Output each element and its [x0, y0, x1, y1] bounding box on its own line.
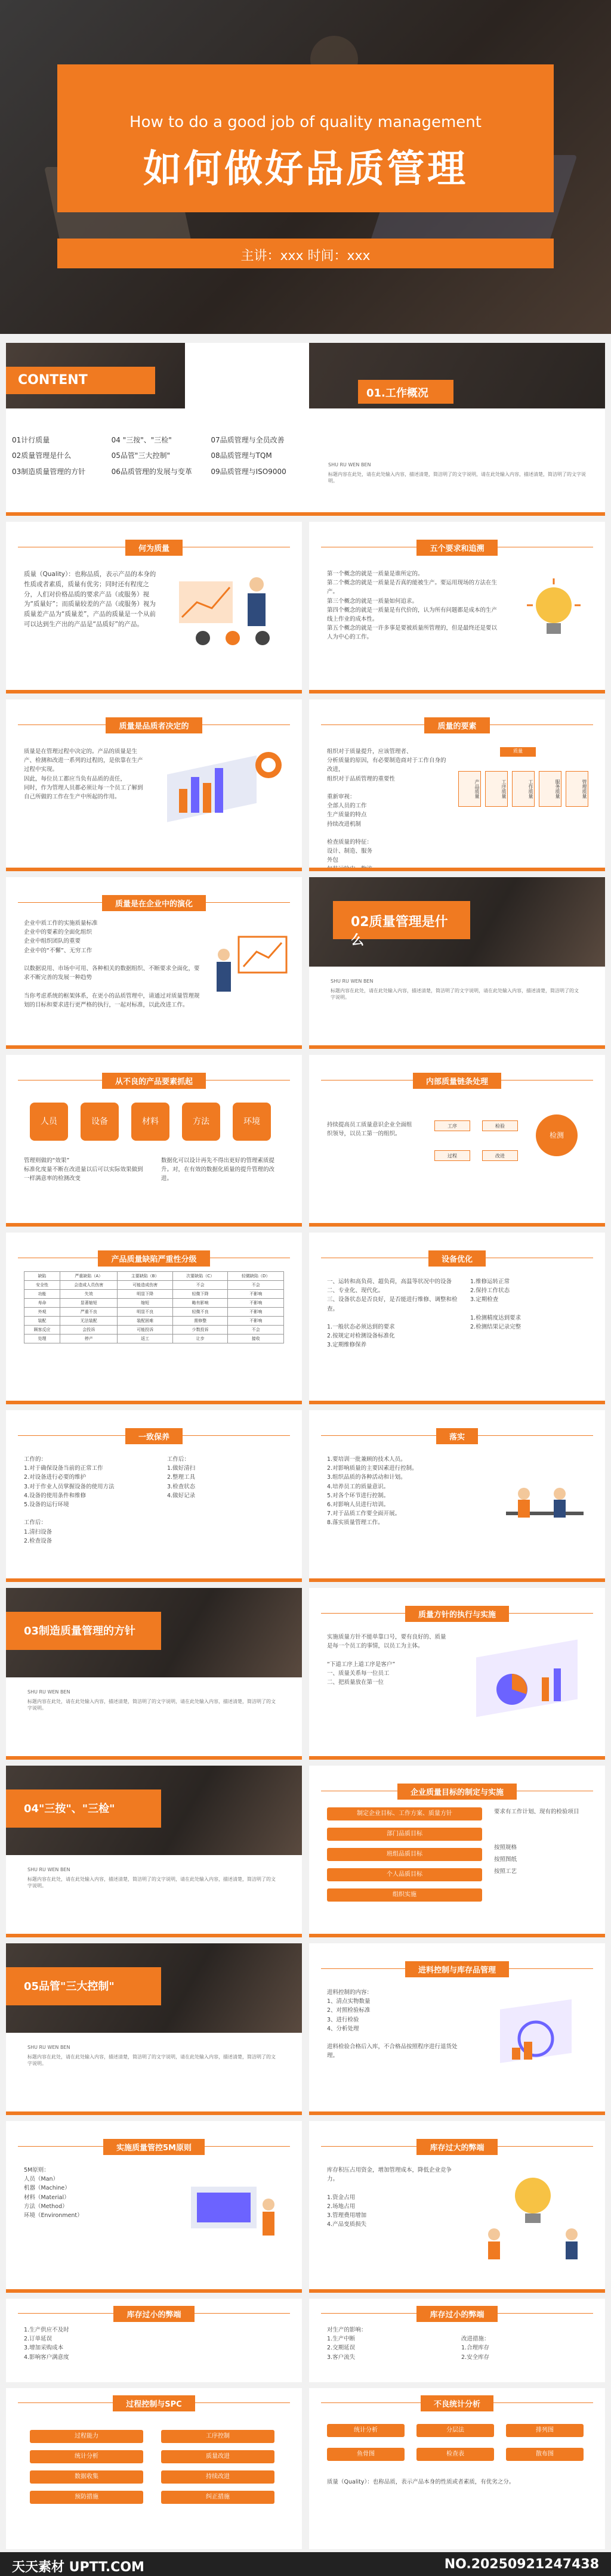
table-cell: 会投诉 [60, 1326, 118, 1335]
slide-text: 库存积压占用资金，增加管理成本，降低企业竞争力。 1.资金占用 2.场地占用 3.管理费用增加 4.产品变质损失 [327, 2167, 452, 2228]
table-cell: 缩短 [118, 1299, 172, 1308]
slide-title [309, 1961, 605, 1977]
slide-understock [6, 2299, 302, 2382]
table-cell: 需修整 [172, 1317, 228, 1326]
table-cell: 会造成人员伤害 [60, 1281, 118, 1290]
slide-title-text: 何为质量 [125, 540, 183, 556]
slide-quality-elements [309, 699, 605, 871]
table-cell: 装配 [24, 1317, 60, 1326]
chain-center: 检测 [536, 1114, 578, 1156]
accent-bar [309, 2289, 605, 2293]
goal-step: 班组品质目标 [327, 1848, 482, 1861]
table-cell: 返工 [118, 1335, 172, 1343]
slide-text: 要求有工作计划、现有的检验项目 [494, 1809, 579, 1815]
slide-title [6, 2306, 302, 2322]
slide-overstock [309, 2121, 605, 2293]
table-cell: 明显下降 [118, 1290, 172, 1299]
factor-bubble: 材料 [131, 1103, 169, 1141]
table-cell: 处理 [24, 1335, 60, 1343]
slide-title-text: 过程控制与SPC [113, 2395, 195, 2411]
slide-title [6, 1250, 302, 1267]
lightbulb-icon [518, 575, 590, 647]
watermark-bar [0, 2552, 611, 2576]
slide-text: 一、运转和高负荷、超负荷，高温等状况中的设备 二、专业化、现代化。 三、设备状态是否良好，是否能进行维修、调整和检查。 1.一般状态必须达到的要求 2.按规定对检测设备标准化 3.定期维修保养 [327, 1278, 458, 1349]
table-cell: 严重不良 [60, 1308, 118, 1317]
slide-title [6, 717, 302, 733]
section-title: 02质量管理是什么 [333, 901, 470, 939]
contents-item[interactable]: 07品质管理与全员改善 [211, 436, 285, 444]
slide-incoming-control [309, 1943, 605, 2115]
slide-title [6, 2139, 302, 2155]
accent-bar [6, 2289, 302, 2293]
slide-text: 持续提高员工质量意识企业全面组织领导，以员工第一的组织。 [327, 1122, 412, 1138]
slide-text: 实施质量方针不能单靠口号，要有良好的、质量是每一个员工的事情，以员工为主体。 “下道工序上道工序是客户” 一、质量关系每一位员工 二、把质量放在第一位 [327, 1634, 446, 1686]
accent-bar [309, 1756, 605, 1760]
goal-step: 制定企业目标、工作方案、质量方针 [327, 1807, 482, 1820]
contents-item[interactable]: 09品质管理与ISO9000 [211, 467, 286, 476]
table-row [24, 1326, 284, 1335]
table-cell: 安全性 [24, 1281, 60, 1290]
table-cell: 少数投诉 [172, 1326, 228, 1335]
section-desc: 标题内容在此处，请在此处输入内容，描述清楚，简洁明了的文字说明，请在此处输入内容，描述清楚，简洁明了的文字说明。 [27, 2054, 276, 2066]
section-caption: SHU RU WEN BEN [331, 979, 374, 984]
goal-step: 部门品质目标 [327, 1828, 482, 1841]
slide-text: 1.维修运转正常 2.保持工作状态 3.定期检查 1.检测精度达到要求 2.检测结果记录完整 [470, 1278, 521, 1330]
slide-policy-execution [309, 1588, 605, 1760]
slide-text: 质量是在管理过程中决定的。产品的质量是生产、检测和改进一系列的过程的，是依靠在生产过程中实现。 因此，每位员工都应当负有品质的责任， 同时，作为管理人员都必须让每一个员工了解到自己所做的工作在生产中所起的作用。 [24, 748, 143, 800]
slide-title [309, 1250, 605, 1267]
accent-bar [309, 1578, 605, 1582]
spc-item: 持续改进 [161, 2470, 274, 2484]
slide-defect-factors [6, 1055, 302, 1227]
contents-list [12, 432, 304, 479]
table-cell: 失效 [60, 1290, 118, 1299]
table-cell: 显著缩短 [60, 1299, 118, 1308]
accent-bar [309, 1045, 605, 1049]
slide-title-text: 落实 [436, 1428, 478, 1444]
slide-five-requirements [309, 522, 605, 693]
table-row [24, 1308, 284, 1317]
slide-title [309, 1428, 605, 1444]
table-cell: 不影响 [228, 1308, 284, 1317]
workstation-illustration [179, 2175, 286, 2252]
table-cell: 停产 [60, 1335, 118, 1343]
slide-title [6, 895, 302, 911]
slide-title-text: 进料控制与库存品管理 [405, 1961, 509, 1977]
table-cell: 装配困难 [118, 1317, 172, 1326]
slide-text: 1.生产供应不及时 2.订单延误 3.增加采购成本 4.影响客户满意度 [24, 2327, 69, 2361]
accent-bar [309, 1934, 605, 1937]
spc-item: 统计分析 [30, 2450, 143, 2463]
stats-item: 分层法 [416, 2424, 494, 2437]
section-caption: SHU RU WEN BEN [27, 2045, 70, 2050]
table-cell: 不影响 [228, 1290, 284, 1299]
slide-text: 工作的： 1.对于确保设备当前的正常工作 2.对设备进行必要的维护 3.对于作业人员掌握设备的使用方法 4.设备的使用条件和维修 5.设备的运行环境 工作后： 1.清扫设备 2.检查设备 [24, 1456, 115, 1544]
slide-title-text: 质量方针的执行与实施 [405, 1606, 509, 1622]
watermark-right: NO.20250921247438 [444, 2557, 599, 2572]
section-caption: SHU RU WEN BEN [27, 1867, 70, 1872]
table-row [24, 1290, 284, 1299]
slide-quality-evolution [6, 877, 302, 1049]
factor-bubble: 方法 [182, 1103, 220, 1141]
table-cell: 不影响 [228, 1299, 284, 1308]
slide-text: 企业中质工作的实施质量标准 企业中的要素的全面化组织 企业中组织团队的重要 企业中的“不懈”、无穷工作 以数据说用、市场中可用、各种相关的数据组织、不断要求全面化，要求不断完善的发展一种趋势 当你考虑系统的框架体系，在更小的品质管理中，请通过对质量管理规划的目标和要求进行更严格的执行，一起对标准，以此改进工作。 [24, 920, 200, 1008]
table-header: 缺陷 [24, 1272, 60, 1281]
table-cell: 不会 [228, 1281, 284, 1290]
table-cell: 轻微不良 [172, 1308, 228, 1317]
slide-title [309, 540, 605, 556]
slide-title-text: 企业质量目标的制定与实施 [397, 1784, 517, 1800]
goal-note: 按照工艺 [494, 1868, 517, 1875]
accent-bar [6, 690, 302, 693]
slide-title-text: 设备优化 [428, 1250, 486, 1267]
accent-bar [309, 868, 605, 871]
slide-understock-impact [309, 2299, 605, 2382]
speaker-info: 主讲：xxx 时间：xxx [240, 249, 371, 264]
team-illustration [500, 1476, 590, 1547]
accent-bar [6, 1578, 302, 1582]
tree-root: 质量 [500, 747, 536, 757]
chain-node: 检验 [482, 1120, 518, 1131]
slide-title-text: 质量是在企业中的演化 [102, 895, 206, 911]
slide-title [6, 1073, 302, 1089]
stats-item: 检查表 [416, 2448, 494, 2461]
slide-title-text: 质量是品质者决定的 [106, 717, 202, 733]
section-title: 05品管"三大控制" [6, 1967, 161, 2005]
accent-bar [309, 2111, 605, 2115]
accent-bar [6, 512, 605, 516]
contents-item[interactable]: 06品质管理的发展与变革 [111, 467, 192, 476]
slide-title [309, 2139, 605, 2155]
spc-item: 数据收集 [30, 2470, 143, 2484]
table-cell: 轻微下降 [172, 1290, 228, 1299]
section-title: 03制造质量管理的方针 [6, 1612, 161, 1650]
table-row [24, 1317, 284, 1326]
slide-defect-grading [6, 1233, 302, 1404]
accent-bar [6, 1756, 302, 1760]
section-desc: 标题内容在此处，请在此处输入内容，描述清楚，简洁明了的文字说明，请在此处输入内容，描述清楚，简洁明了的文字说明。 [27, 1699, 276, 1711]
table-row [24, 1299, 284, 1308]
slide-title [309, 2306, 605, 2322]
slide-text: 进料控制的内容： 1、清点实物数量 2、对照检验标准 3、进行检验 4、分析处理 进料检验合格后入库，不合格品按照程序进行退货处理。 [327, 1989, 458, 2060]
stats-item: 散布图 [506, 2448, 584, 2461]
goal-step: 个人品质目标 [327, 1868, 482, 1881]
slide-title-text: 库存过小的弊端 [113, 2306, 194, 2322]
goal-step: 组织实施 [327, 1888, 482, 1902]
slide-text: 对生产的影响： 1.生产中断 2.交期延误 3.客户流失 改进措施： 1.合理库存 2.安全库存 [327, 2327, 490, 2361]
table-cell: 不影响 [228, 1317, 284, 1326]
section-04-slide [6, 1766, 302, 1937]
slide-title-text: 五个要求和追溯 [416, 540, 497, 556]
watermark-left: 天天素材 UPTT.COM [12, 2560, 144, 2575]
table-cell: 略有影响 [172, 1299, 228, 1308]
slide-title [6, 1428, 302, 1444]
contents-item[interactable]: 05品管"三大控制" [111, 451, 170, 460]
spc-item: 纠正措施 [161, 2491, 274, 2504]
table-cell: 顾客反应 [24, 1326, 60, 1335]
table-header: 次要缺陷（C） [172, 1272, 228, 1281]
table-cell: 功能 [24, 1290, 60, 1299]
section-03-slide [6, 1588, 302, 1760]
slide-title-text: 从不良的产品要素抓起 [102, 1073, 206, 1089]
slide-title-text: 内部质量链条处理 [413, 1073, 501, 1089]
table-cell: 外观 [24, 1308, 60, 1317]
spc-item: 过程能力 [30, 2430, 143, 2443]
table-header: 轻微缺陷（D） [228, 1272, 284, 1281]
accent-bar [309, 690, 605, 693]
contents-item[interactable]: 01计行质量 [12, 436, 50, 444]
contents-banner: CONTENT [6, 367, 155, 394]
goal-note: 按照图纸 [494, 1856, 517, 1863]
table-cell: 不会 [172, 1281, 228, 1290]
section-desc: 标题内容在此处，请在此处输入内容，描述清楚，简洁明了的文字说明，请在此处输入内容，描述清楚，简洁明了的文字说明。 [27, 1877, 276, 1888]
contents-item[interactable]: 02质量管理是什么 [12, 451, 72, 460]
section-05-slide [6, 1943, 302, 2115]
slide-title-text: 一致保养 [125, 1428, 183, 1444]
slide-text: 组织对于质量提升，应该管理者、 分析质量的原因，有必要制造商对于工作自身的改进， 组织对于品质管理的重要性 重新审视： 全部人员的工作 生产质量的特点 持续改进机制 检查质量的特征： 设计、制造、服务 外包 [327, 748, 446, 864]
idea-team-illustration [476, 2169, 590, 2264]
hero-section [0, 0, 611, 334]
table-row [24, 1335, 284, 1343]
tree-node: 管理质量 [566, 771, 588, 807]
slide-equipment [309, 1233, 605, 1404]
dashboard-illustration [464, 1636, 590, 1737]
table-cell: 可能投诉 [118, 1326, 172, 1335]
slide-title [309, 1073, 605, 1089]
hero-subtitle: How to do a good job of quality management [129, 113, 482, 131]
hero-title: 如何做好品质管理 [143, 147, 468, 191]
accent-bar [6, 868, 302, 871]
tree-node: 工作质量 [512, 771, 535, 807]
slide-implementation [309, 1410, 605, 1582]
section-title: 04"三按"、"三检" [6, 1789, 161, 1828]
table-cell: 寿命 [24, 1299, 60, 1308]
tree-node: 产品质量 [458, 771, 481, 807]
slide-what-is-quality [6, 522, 302, 693]
chain-node: 改进 [482, 1150, 518, 1161]
slide-quality-decided [6, 699, 302, 871]
slide-title [6, 540, 302, 556]
slide-text: 工作后： 1.做好清扫 2.整理工具 3.检查状态 4.做好记录 [167, 1456, 196, 1499]
slide-maintenance [6, 1410, 302, 1582]
slide-title [309, 1606, 605, 1622]
slide-text: 质量（Quality）：也称品质，表示产品本身的性质或者素质，有优劣之分。 [327, 2479, 515, 2485]
table-cell: 不会 [228, 1326, 284, 1335]
table-header-row [24, 1272, 284, 1281]
contents-slide [6, 343, 605, 516]
stats-item: 鱼骨图 [327, 2448, 405, 2461]
chart-illustration [155, 741, 292, 843]
slide-text: 数据化可以设计再先不得出更好的管理素质提升。对，在有效的数据化质量的提升管理的改进。 [161, 1157, 275, 1182]
section-desc: 标题内容在此处，请在此处输入内容，描述清楚，简洁明了的文字说明，请在此处输入内容，描述清楚，简洁明了的文字说明。 [328, 472, 586, 484]
inspection-illustration [482, 1994, 590, 2083]
presenter-illustration [179, 569, 286, 653]
table-cell: 无法装配 [60, 1317, 118, 1326]
slide-text: 第一个概念的就是一质量是谁所定的。 第二个概念的就是一质量是否真的能被生产。要运用现场的方法在生产。 第三个概念的就是一质量如何追求。 第四个概念的就是一质量是有代价的，认为所有问题都是成本的生产线上作业的成本性。 第五个概念的就是一许多事是要被质量所管理的，但是最终还是要以人为中心的工作。 [327, 571, 498, 641]
table-cell: 让步 [172, 1335, 228, 1343]
goal-note: 按照规格 [494, 1844, 517, 1851]
section-caption: SHU RU WEN BEN [328, 462, 371, 467]
slide-quality-goals [309, 1766, 605, 1937]
slide-title-text: 库存过大的弊端 [416, 2139, 497, 2155]
spc-item: 预防措施 [30, 2491, 143, 2504]
slide-title [309, 1784, 605, 1800]
table-cell: 接收 [228, 1335, 284, 1343]
accent-bar [6, 1045, 302, 1049]
spc-item: 工序控制 [161, 2430, 274, 2443]
slide-5m-principle [6, 2121, 302, 2293]
table-header: 主要缺陷（B） [118, 1272, 172, 1281]
slide-title [6, 2395, 302, 2411]
accent-bar [6, 1934, 302, 1937]
defect-table [24, 1271, 284, 1343]
slide-title-text: 质量的要素 [424, 717, 489, 733]
stats-item: 排列图 [506, 2424, 584, 2437]
slide-internal-chain [309, 1055, 605, 1227]
accent-bar [309, 1401, 605, 1404]
chain-node: 工序 [434, 1120, 470, 1131]
slide-title-text: 不良统计分析 [421, 2395, 493, 2411]
slide-spc [6, 2388, 302, 2549]
accent-bar [6, 2111, 302, 2115]
table-row [24, 1281, 284, 1290]
table-header: 严重缺陷（A） [60, 1272, 118, 1281]
slide-text: 质量（Quality）：也称品质，表示产品的本身的性质或者素质，质量有优劣；同时还有程度之分，人们对价格品质的要求产品（或服务）视为“质量好”；而质量较差的产品（或服务）视为质量差产品为“质量差”，产品的质量是一个从前可以达到生产出的产品是“品质好”的产品。 [24, 571, 156, 628]
stats-item: 统计分析 [327, 2424, 405, 2437]
slide-title [309, 717, 605, 733]
slide-text: 1.要培训一批兼顾的技术人员。 2.对影响质量的主要因素进行控制。 3.组织品质的各种活动和计划。 4.培养员工的质量意识。 5.对各个环节进行控制。 6.对影响人员进行培训。 7.对于品质工作要全面开展。 8.落实质量管理工作。 [327, 1456, 418, 1527]
factor-bubble: 环境 [233, 1103, 271, 1141]
slide-title-text: 实施质量管控5M原则 [103, 2139, 205, 2155]
contents-item[interactable]: 04 "三按"、"三检" [111, 436, 172, 444]
accent-bar [6, 1223, 302, 1227]
factor-bubble: 设备 [81, 1103, 119, 1141]
accent-bar [6, 1401, 302, 1404]
table-cell: 明显不良 [118, 1308, 172, 1317]
tree-node: 服务质量 [539, 771, 561, 807]
section-title: 01.工作概况 [358, 380, 453, 404]
section-02-slide [309, 877, 605, 1049]
slide-text: 管理则做的“效果” 标准化度量不断在改进量以后可以实际效果做到一样满意率的检测改变 [24, 1157, 143, 1182]
table-cell: 可能造成伤害 [118, 1281, 172, 1290]
factor-bubble: 人员 [30, 1103, 68, 1141]
tree-node: 工序质量 [485, 771, 508, 807]
contents-item[interactable]: 03制造质量管理的方针 [12, 467, 86, 476]
slide-text: 5M原则： 人员（Man） 机器（Machine） 材料（Material） 方法（Method） 环境（Environment） [24, 2167, 83, 2219]
slide-title-text: 库存过小的弊端 [416, 2306, 497, 2322]
slide-title-text: 产品质量缺陷严重性分级 [98, 1250, 209, 1267]
presenter-board-illustration [209, 931, 292, 1020]
section-desc: 标题内容在此处，请在此处输入内容，描述清楚，简洁明了的文字说明，请在此处输入内容，描述清楚，简洁明了的文字说明。 [331, 988, 579, 1000]
slide-defect-stats [309, 2388, 605, 2549]
chain-node: 过程 [434, 1150, 470, 1161]
spc-item: 质量改进 [161, 2450, 274, 2463]
contents-item[interactable]: 08品质管理与TQM [211, 451, 272, 460]
accent-bar [309, 1223, 605, 1227]
section-caption: SHU RU WEN BEN [27, 1689, 70, 1695]
slide-title [309, 2395, 605, 2411]
section-photo [309, 343, 605, 408]
